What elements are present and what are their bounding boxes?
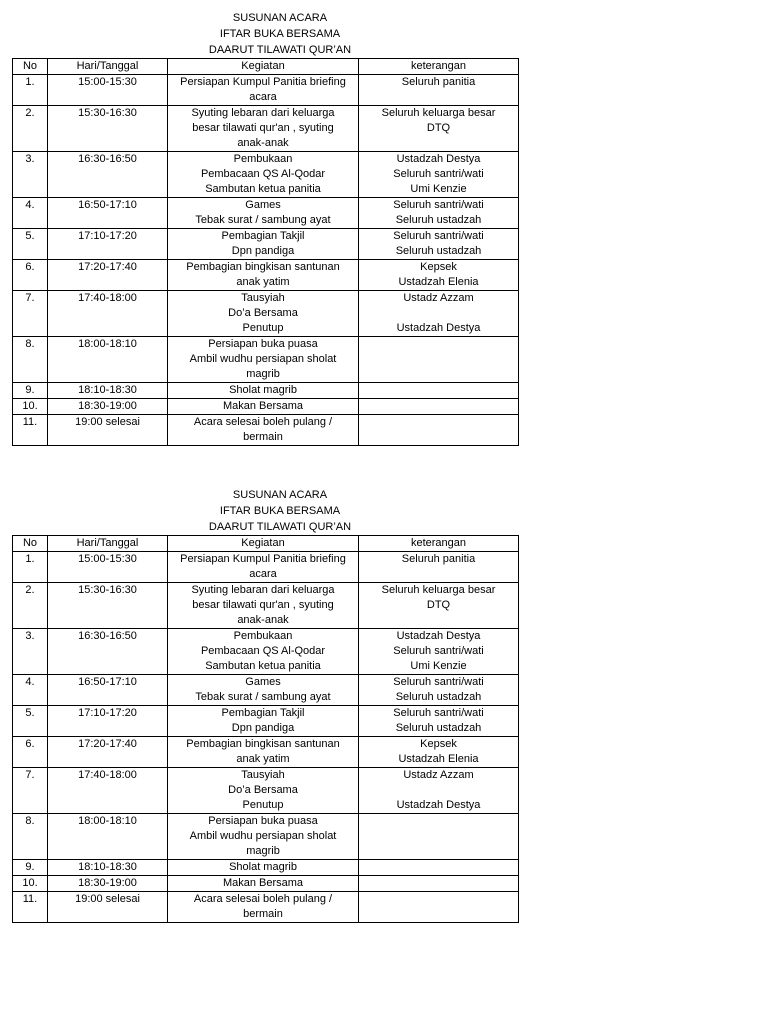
cell-kegiatan: Persiapan Kumpul Panitia briefing acara	[168, 75, 359, 106]
cell-hari-tanggal: 16:30-16:50	[48, 629, 168, 675]
cell-no: 1.	[13, 75, 48, 106]
cell-kegiatan: Persiapan buka puasa Ambil wudhu persiapan sholat magrib	[168, 814, 359, 860]
cell-keterangan	[359, 399, 519, 415]
cell-hari-tanggal: 17:40-18:00	[48, 768, 168, 814]
table-row	[13, 291, 519, 337]
cell-no: 9.	[13, 383, 48, 399]
header-keterangan: keterangan	[359, 59, 519, 75]
cell-kegiatan: Pembukaan Pembacaan QS Al-Qodar Sambutan ketua panitia	[168, 152, 359, 198]
cell-kegiatan: Syuting lebaran dari keluarga besar tilawati qur'an , syuting anak-anak	[168, 583, 359, 629]
cell-kegiatan: Games Tebak surat / sambung ayat	[168, 675, 359, 706]
table-row	[13, 552, 519, 583]
table-body	[13, 75, 519, 446]
cell-keterangan	[359, 860, 519, 876]
title-line: DAARUT TILAWATI QUR’AN	[208, 521, 352, 533]
cell-hari-tanggal: 18:00-18:10	[48, 814, 168, 860]
schedule-table	[12, 535, 519, 923]
cell-keterangan	[359, 415, 519, 446]
table-row	[13, 399, 519, 415]
cell-keterangan	[359, 814, 519, 860]
cell-no: 7.	[13, 291, 48, 337]
cell-no: 10.	[13, 399, 48, 415]
cell-keterangan	[359, 337, 519, 383]
cell-hari-tanggal: 15:00-15:30	[48, 75, 168, 106]
cell-kegiatan: Syuting lebaran dari keluarga besar tilawati qur'an , syuting anak-anak	[168, 106, 359, 152]
header-kegiatan: Kegiatan	[168, 59, 359, 75]
cell-hari-tanggal: 15:00-15:30	[48, 552, 168, 583]
cell-keterangan: Seluruh santri/wati Seluruh ustadzah	[359, 706, 519, 737]
cell-hari-tanggal: 17:20-17:40	[48, 737, 168, 768]
title-line: IFTAR BUKA BERSAMA	[219, 505, 341, 517]
cell-keterangan: Kepsek Ustadzah Elenia	[359, 737, 519, 768]
cell-hari-tanggal: 19:00 selesai	[48, 415, 168, 446]
cell-no: 2.	[13, 106, 48, 152]
cell-kegiatan: Pembagian bingkisan santunan anak yatim	[168, 260, 359, 291]
cell-hari-tanggal: 17:40-18:00	[48, 291, 168, 337]
table-row	[13, 198, 519, 229]
cell-no: 6.	[13, 737, 48, 768]
cell-no: 4.	[13, 198, 48, 229]
cell-keterangan: Kepsek Ustadzah Elenia	[359, 260, 519, 291]
cell-hari-tanggal: 15:30-16:30	[48, 583, 168, 629]
cell-keterangan	[359, 892, 519, 923]
cell-no: 2.	[13, 583, 48, 629]
cell-kegiatan: Pembagian bingkisan santunan anak yatim	[168, 737, 359, 768]
header-row	[13, 59, 519, 75]
cell-no: 8.	[13, 814, 48, 860]
document-title	[12, 487, 518, 535]
cell-no: 11.	[13, 415, 48, 446]
cell-kegiatan: Pembukaan Pembacaan QS Al-Qodar Sambutan ketua panitia	[168, 629, 359, 675]
cell-kegiatan: Persiapan Kumpul Panitia briefing acara	[168, 552, 359, 583]
cell-hari-tanggal: 17:10-17:20	[48, 706, 168, 737]
cell-hari-tanggal: 16:50-17:10	[48, 675, 168, 706]
cell-no: 8.	[13, 337, 48, 383]
cell-keterangan: Seluruh panitia	[359, 552, 519, 583]
cell-keterangan: Seluruh panitia	[359, 75, 519, 106]
cell-no: 1.	[13, 552, 48, 583]
cell-keterangan: Seluruh santri/wati Seluruh ustadzah	[359, 229, 519, 260]
table-row	[13, 415, 519, 446]
header-no: No	[13, 59, 48, 75]
cell-keterangan: Seluruh santri/wati Seluruh ustadzah	[359, 198, 519, 229]
table-row	[13, 860, 519, 876]
title-line: SUSUNAN ACARA	[232, 489, 328, 501]
title-line: DAARUT TILAWATI QUR’AN	[208, 44, 352, 56]
cell-no: 5.	[13, 229, 48, 260]
table-row	[13, 876, 519, 892]
table-row	[13, 75, 519, 106]
table-row	[13, 337, 519, 383]
cell-no: 9.	[13, 860, 48, 876]
cell-kegiatan: Sholat magrib	[168, 383, 359, 399]
cell-hari-tanggal: 18:30-19:00	[48, 876, 168, 892]
cell-keterangan: Seluruh keluarga besar DTQ	[359, 106, 519, 152]
cell-hari-tanggal: 18:30-19:00	[48, 399, 168, 415]
cell-hari-tanggal: 19:00 selesai	[48, 892, 168, 923]
cell-hari-tanggal: 18:10-18:30	[48, 383, 168, 399]
cell-kegiatan: Acara selesai boleh pulang / bermain	[168, 892, 359, 923]
cell-kegiatan: Tausyiah Do’a Bersama Penutup	[168, 291, 359, 337]
cell-keterangan	[359, 876, 519, 892]
table-body	[13, 552, 519, 923]
cell-keterangan: Seluruh keluarga besar DTQ	[359, 583, 519, 629]
cell-no: 10.	[13, 876, 48, 892]
schedule-block-2	[12, 487, 518, 923]
table-row	[13, 706, 519, 737]
header-kegiatan: Kegiatan	[168, 536, 359, 552]
cell-keterangan: Ustadz Azzam Ustadzah Destya	[359, 768, 519, 814]
cell-kegiatan: Persiapan buka puasa Ambil wudhu persiapan sholat magrib	[168, 337, 359, 383]
cell-no: 3.	[13, 629, 48, 675]
table-row	[13, 629, 519, 675]
document-title	[12, 10, 518, 58]
title-line: SUSUNAN ACARA	[232, 12, 328, 24]
table-row	[13, 737, 519, 768]
cell-kegiatan: Acara selesai boleh pulang / bermain	[168, 415, 359, 446]
cell-kegiatan: Pembagian Takjil Dpn pandiga	[168, 229, 359, 260]
cell-keterangan: Ustadzah Destya Seluruh santri/wati Umi Kenzie	[359, 152, 519, 198]
cell-no: 4.	[13, 675, 48, 706]
title-line: IFTAR BUKA BERSAMA	[219, 28, 341, 40]
table-row	[13, 583, 519, 629]
cell-hari-tanggal: 18:00-18:10	[48, 337, 168, 383]
cell-kegiatan: Tausyiah Do’a Bersama Penutup	[168, 768, 359, 814]
cell-kegiatan: Pembagian Takjil Dpn pandiga	[168, 706, 359, 737]
table-row	[13, 106, 519, 152]
cell-keterangan: Ustadz Azzam Ustadzah Destya	[359, 291, 519, 337]
cell-kegiatan: Makan Bersama	[168, 876, 359, 892]
cell-no: 7.	[13, 768, 48, 814]
cell-hari-tanggal: 15:30-16:30	[48, 106, 168, 152]
cell-no: 5.	[13, 706, 48, 737]
header-hari-tanggal: Hari/Tanggal	[48, 536, 168, 552]
schedule-block-1	[12, 10, 518, 446]
cell-keterangan	[359, 383, 519, 399]
cell-no: 6.	[13, 260, 48, 291]
cell-kegiatan: Makan Bersama	[168, 399, 359, 415]
table-row	[13, 152, 519, 198]
cell-hari-tanggal: 17:20-17:40	[48, 260, 168, 291]
table-row	[13, 814, 519, 860]
header-hari-tanggal: Hari/Tanggal	[48, 59, 168, 75]
table-row	[13, 229, 519, 260]
schedule-table	[12, 58, 519, 446]
cell-no: 11.	[13, 892, 48, 923]
cell-keterangan: Ustadzah Destya Seluruh santri/wati Umi Kenzie	[359, 629, 519, 675]
header-keterangan: keterangan	[359, 536, 519, 552]
cell-keterangan: Seluruh santri/wati Seluruh ustadzah	[359, 675, 519, 706]
cell-hari-tanggal: 17:10-17:20	[48, 229, 168, 260]
table-row	[13, 260, 519, 291]
cell-hari-tanggal: 18:10-18:30	[48, 860, 168, 876]
cell-kegiatan: Games Tebak surat / sambung ayat	[168, 198, 359, 229]
table-row	[13, 675, 519, 706]
table-row	[13, 383, 519, 399]
table-row	[13, 892, 519, 923]
cell-kegiatan: Sholat magrib	[168, 860, 359, 876]
header-no: No	[13, 536, 48, 552]
table-row	[13, 768, 519, 814]
cell-hari-tanggal: 16:50-17:10	[48, 198, 168, 229]
cell-hari-tanggal: 16:30-16:50	[48, 152, 168, 198]
header-row	[13, 536, 519, 552]
cell-no: 3.	[13, 152, 48, 198]
